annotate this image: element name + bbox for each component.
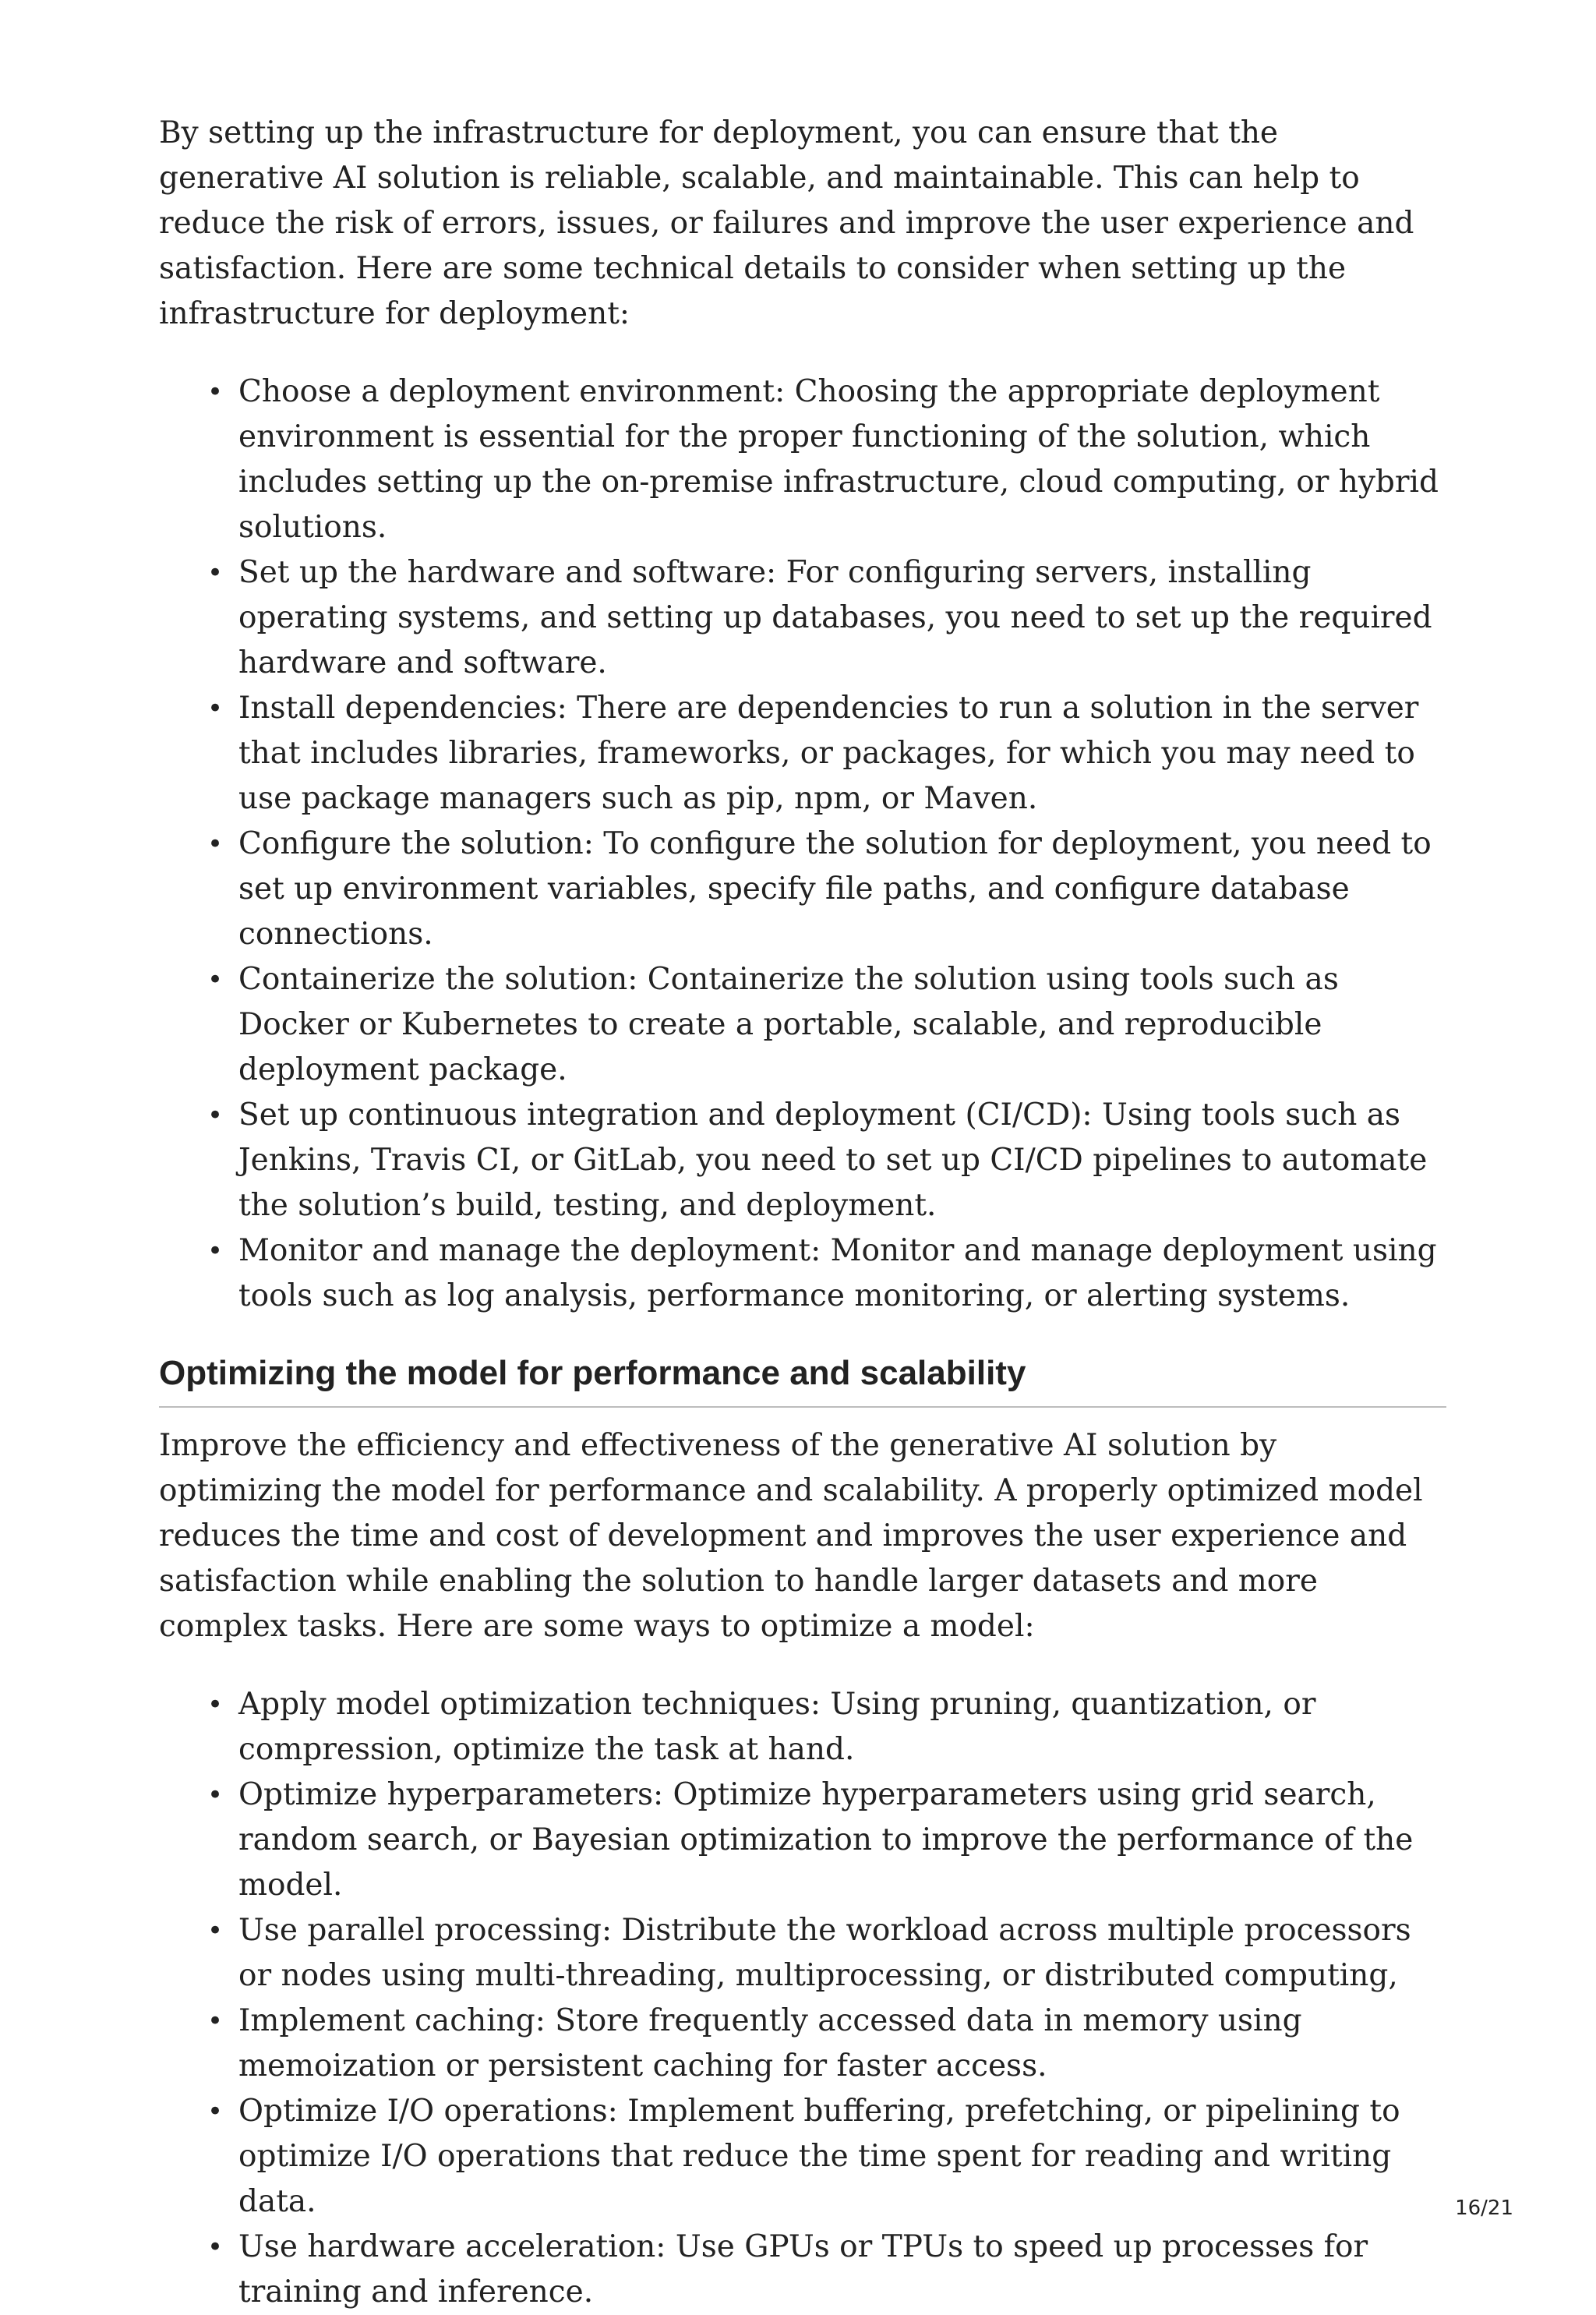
list-item-text: Set up continuous integration and deployment (CI/CD): Using tools such as Jenkins, Travis CI, or GitLab, you need to set up CI/CD pipelines to automate the solution’s build, testing, and deployment. [238,1097,1428,1223]
bullet-icon: • [207,693,224,724]
list-item-text: Apply model optimization techniques: Using pruning, quantization, or compression, optimize the task at hand. [238,1687,1316,1767]
list-item [159,686,1446,822]
list-item [159,1772,1446,1908]
list-item [159,822,1446,957]
list-item-text: Optimize hyperparameters: Optimize hyperparameters using grid search, random search, or Bayesian optimization to improve the performance of the model. [238,1777,1414,1903]
list-item-text: Install dependencies: There are dependencies to run a solution in the server that includes libraries, frameworks, or packages, for which you may need to use package managers such as pip, npm, or Maven. [238,691,1419,816]
bullet-icon: • [207,1689,224,1720]
bullet-icon: • [207,1915,224,1946]
section-heading: Optimizing the model for performance and scalability [159,1352,1446,1408]
bullet-icon: • [207,557,224,588]
list-item [159,1908,1446,1999]
list-item [159,957,1446,1093]
list-item [159,2225,1446,2315]
bullet-icon: • [207,1780,224,1811]
list-item-text: Use parallel processing: Distribute the workload across multiple processors or nodes using multi-threading, multiprocessing, or distributed computing, [238,1913,1411,1993]
list-item [159,550,1446,686]
list-item-text: Monitor and manage the deployment: Monitor and manage deployment using tools such as log analysis, performance monitoring, or alerting systems. [238,1233,1437,1313]
list-item [159,1228,1446,1319]
page-number: 16/21 [1455,2197,1513,2220]
list-item-text: Configure the solution: To configure the solution for deployment, you need to set up environment variables, specify file paths, and configure database connections. [238,826,1432,952]
document-page [159,111,1446,2315]
bullet-icon: • [207,964,224,995]
list-item [159,1682,1446,1772]
intro-paragraph: By setting up the infrastructure for deployment, you can ensure that the generative AI solution is reliable, scalable, and maintainable. This can help to reduce the risk of errors, issues, or failures and improve the user experience and satisfaction. Here are some technical details to consider when setting up the infrastructure for deployment: [159,115,1414,331]
list-item [159,2089,1446,2225]
list-item [159,1999,1446,2089]
optimization-list [159,1682,1446,2315]
bullet-icon: • [207,2096,224,2127]
section-intro-paragraph: Improve the efficiency and effectiveness of the generative AI solution by optimizing the model for performance and scalability. A properly optimized model reduces the time and cost of development and improves the user experience and satisfaction while enabling the solution to handle larger datasets and more complex tasks. Here are some ways to optimize a model: [159,1428,1423,1644]
bullet-icon: • [207,2232,224,2263]
bullet-icon: • [207,829,224,860]
bullet-icon: • [207,1100,224,1131]
bullet-icon: • [207,376,224,408]
list-item [159,369,1446,550]
bullet-icon: • [207,1235,224,1267]
list-item-text: Optimize I/O operations: Implement buffering, prefetching, or pipelining to optimize I/O operations that reduce the time spent for reading and writing data. [238,2094,1400,2219]
bullet-icon: • [207,2006,224,2037]
list-item-text: Use hardware acceleration: Use GPUs or TPUs to speed up processes for training and inference. [238,2229,1368,2310]
list-item-text: Set up the hardware and software: For configuring servers, installing operating systems, and setting up databases, you need to set up the required hardware and software. [238,555,1432,680]
list-item-text: Choose a deployment environment: Choosing the appropriate deployment environment is essential for the proper functioning of the solution, which includes setting up the on-premise infrastructure, cloud computing, or hybrid solutions. [238,374,1439,545]
list-item-text: Containerize the solution: Containerize the solution using tools such as Docker or Kubernetes to create a portable, scalable, and reproducible deployment package. [238,962,1339,1087]
list-item [159,1093,1446,1228]
list-item-text: Implement caching: Store frequently accessed data in memory using memoization or persistent caching for faster access. [238,2003,1302,2084]
deployment-list [159,369,1446,1319]
